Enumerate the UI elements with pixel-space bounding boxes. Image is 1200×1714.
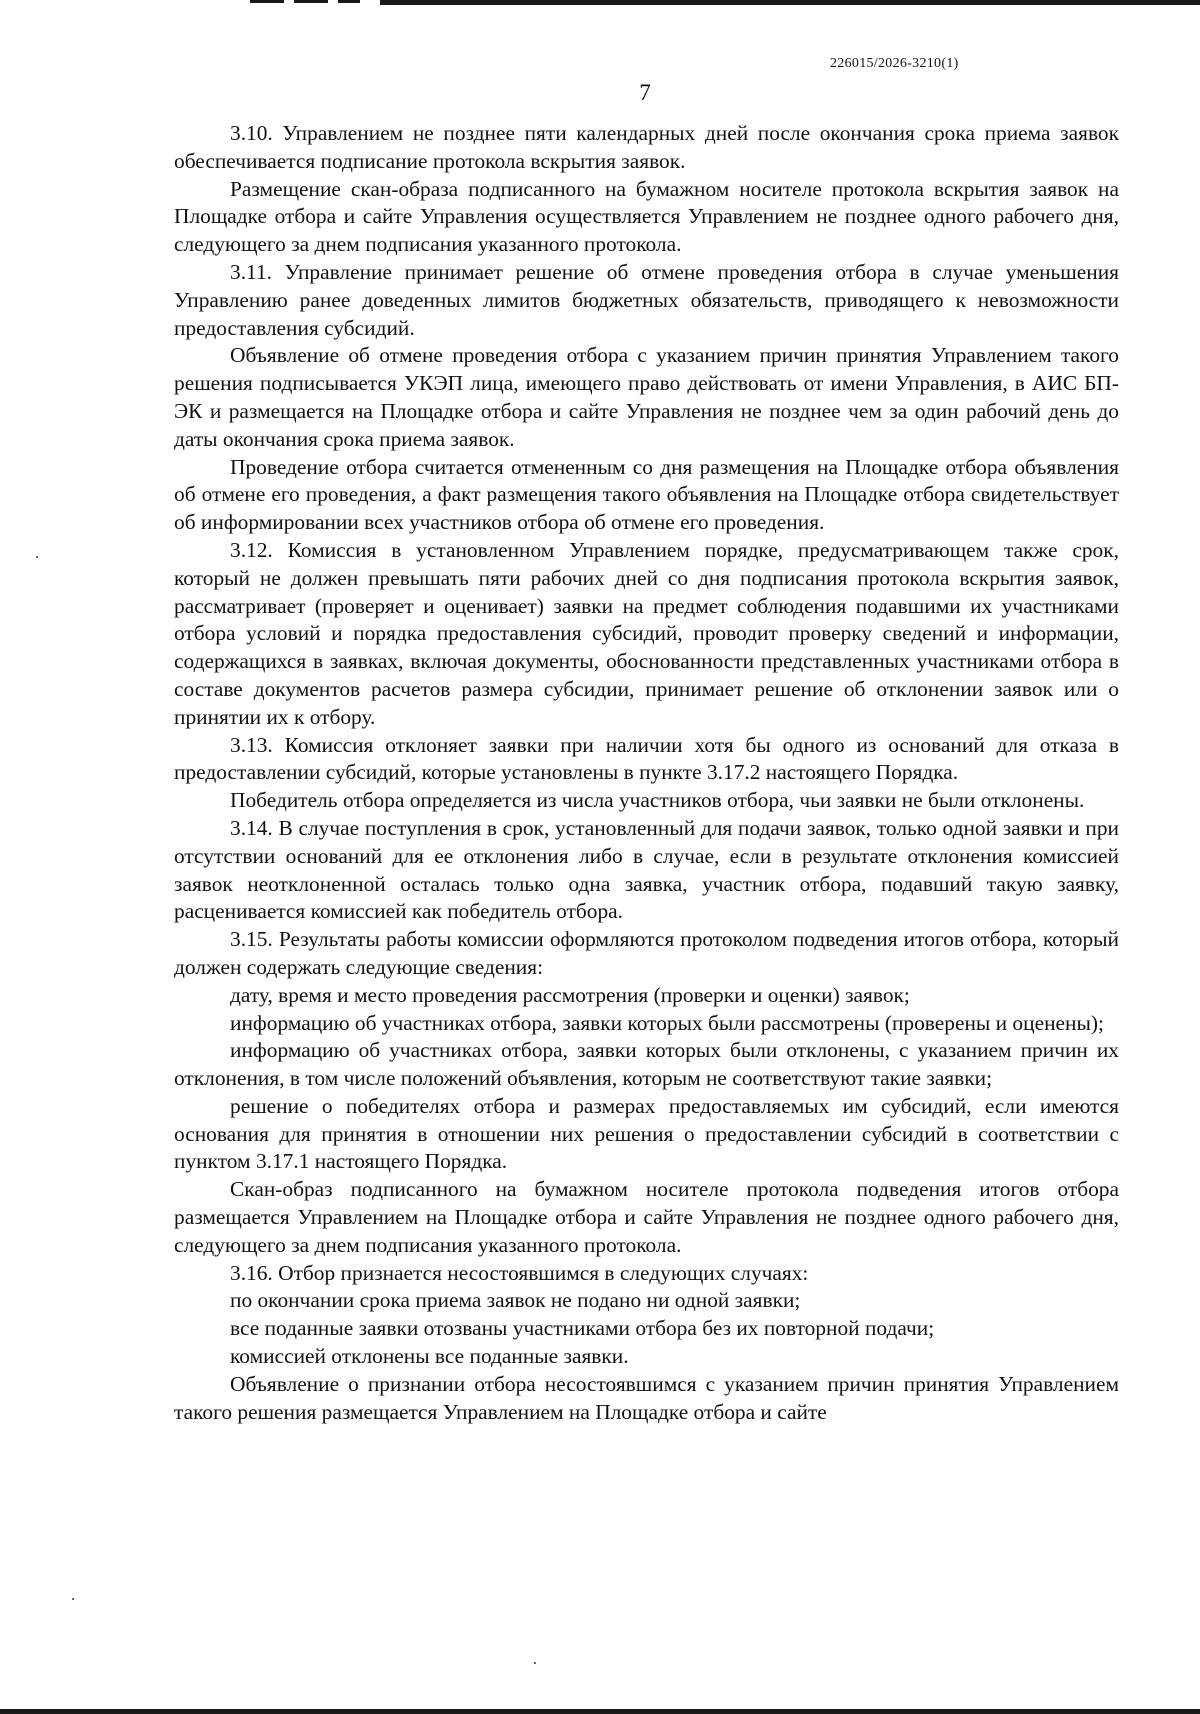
paragraph: комиссией отклонены все поданные заявки. [230,1344,629,1369]
document-code: 226015/2026-3210(1) [830,56,959,71]
paragraph: решение о победителях отбора и размерах предоставляемых им субсидий, если имеются основания для принятия в отношении них решения о предоставлении субсидий в соответствии с пунктом 3.17.1 настоящего Порядка. [174,1093,1119,1174]
paragraph: 3.11. Управление принимает решение об отмене проведения отбора в случае уменьшения Управлению ранее доведенных лимитов бюджетных обязательств, приводящего к невозможности предоставления субсидий. [174,259,1119,340]
paragraph: 3.15. Результаты работы комиссии оформляются протоколом подведения итогов отбора, который должен содержать следующие сведения: [174,927,1119,979]
page-number: 7 [639,80,651,105]
paragraph: 3.10. Управлением не позднее пяти календарных дней после окончания срока приема заявок обеспечивается подписание протокола вскрытия заявок. [174,121,1119,173]
paragraph: Скан-образ подписанного на бумажном носителе протокола подведения итогов отбора размещается Управлением на Площадке отбора и сайте Управления не позднее одного рабочего дня, следующего за днем подписания указанного протокола. [174,1177,1119,1257]
paragraph: информацию об участниках отбора, заявки которых были рассмотрены (проверены и оценены); [230,1010,1104,1035]
document-body [174,120,1119,1426]
scan-top-dash [250,0,360,3]
paragraph: Размещение скан-образа подписанного на бумажном носителе протокола вскрытия заявок на Площадке отбора и сайте Управления осуществляется Управлением не позднее одного рабочего дня, следующего за днем подписания указанного протокола. [174,176,1119,257]
scan-speck [36,556,38,558]
paragraph: Проведение отбора считается отмененным со дня размещения на Площадке отбора объявления об отмене его проведения, а факт размещения такого объявления на Площадке отбора свидетельствует об информировании всех участников отбора об отмене его проведения. [174,454,1119,535]
paragraph: 3.13. Комиссия отклоняет заявки при наличии хотя бы одного из оснований для отказа в предоставлении субсидий, которые установлены в пункте 3.17.2 настоящего Порядка. [174,732,1119,785]
scan-speck [72,1598,74,1600]
paragraph: Объявление об отмене проведения отбора с указанием причин принятия Управлением такого решения подписывается УКЭП лица, имеющего право действовать от имени Управления, в АИС БП-ЭК и размещается на Площадке отбора и сайте Управления не позднее чем за один рабочий день до даты окончания срока приема заявок. [174,343,1119,451]
paragraph: дату, время и место проведения рассмотрения (проверки и оценки) заявок; [230,982,910,1007]
paragraph: 3.16. Отбор признается несостоявшимся в следующих случаях: [230,1260,809,1285]
scan-top-border [380,0,1200,5]
paragraph: 3.14. В случае поступления в срок, установленный для подачи заявок, только одной заявки и при отсутствии оснований для ее отклонения либо в случае, если в результате отклонения комиссией заявок неотклоненной осталась только одна заявка, участник отбора, подавший такую заявку, расценивается комиссией как победитель отбора. [174,815,1119,924]
scan-bottom-border [0,1709,1200,1714]
paragraph: информацию об участниках отбора, заявки которых были отклонены, с указанием причин их отклонения, в том числе положений объявления, которым не соответствуют такие заявки; [174,1038,1119,1091]
paragraph: по окончании срока приема заявок не подано ни одной заявки; [230,1288,801,1313]
paragraph: Победитель отбора определяется из числа участников отбора, чьи заявки не были отклонены. [230,788,1085,813]
paragraph: Объявление о признании отбора несостоявшимся с указанием причин принятия Управлением такого решения размещается Управлением на Площадке отбора и сайте [174,1371,1119,1424]
scan-speck [534,1662,536,1664]
paragraph: 3.12. Комиссия в установленном Управлением порядке, предусматривающем также срок, который не должен превышать пяти рабочих дней со дня подписания протокола вскрытия заявок, рассматривает (проверяет и оценивает) заявки на предмет соблюдения подавшими их участниками отбора условий и порядка предоставления субсидий, проводит проверку сведений и информации, содержащихся в заявках, включая документы, обоснованности представленных участниками отбора в составе документов расчетов размера субсидии, принимает решение об отклонении заявок или о принятии их к отбору. [174,537,1119,729]
paragraph: все поданные заявки отозваны участниками отбора без их повторной подачи; [230,1316,935,1341]
